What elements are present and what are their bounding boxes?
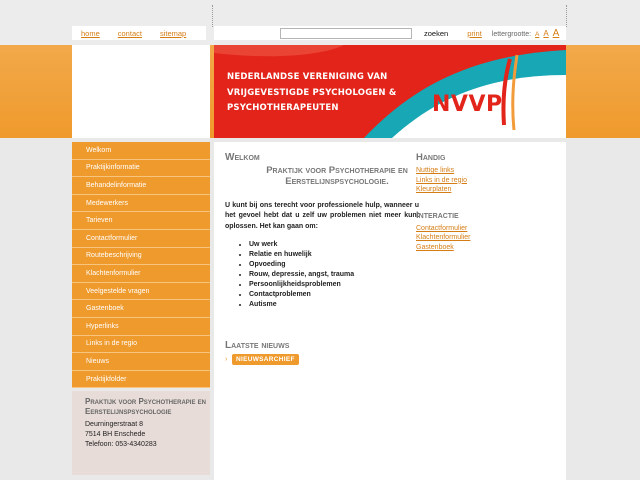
sidebar-item-medewerkers[interactable]: Medewerkers: [72, 195, 210, 213]
fontsize-small-link[interactable]: A: [535, 30, 540, 38]
list-item: • Opvoeding: [249, 260, 419, 270]
nav-contact-link[interactable]: contact: [117, 28, 142, 38]
search-input[interactable]: [280, 28, 412, 39]
list-item: • Autisme: [249, 300, 419, 310]
right-column: [416, 152, 556, 252]
sidebar-menu: [72, 142, 210, 388]
arrow-right-icon: ›: [225, 355, 228, 363]
kleurplaten-link[interactable]: Kleurplaten: [416, 186, 452, 193]
gastenboek-link[interactable]: Gastenboek: [416, 243, 454, 251]
links-in-de-regio-link[interactable]: Links in de regio: [416, 176, 467, 184]
page-subtitle: Praktijk voor Psychotherapie en Eerstelijnspsychologie.: [266, 165, 408, 187]
list-item: • Contactproblemen: [249, 290, 419, 300]
fontsize-large-link[interactable]: A: [552, 27, 560, 39]
search-bar: [214, 26, 566, 40]
nuttige-links-link[interactable]: Nuttige links: [416, 167, 455, 174]
divider: [212, 5, 213, 27]
nav-sitemap-link[interactable]: sitemap: [159, 28, 187, 38]
nvvp-logo: NVVP: [432, 92, 503, 117]
sidebar-item-praktijkfolder[interactable]: Praktijkfolder: [72, 371, 210, 389]
sidebar-item-behandelinformatie[interactable]: Behandelinformatie: [72, 177, 210, 195]
address-city: 7514 BH Enschede: [85, 431, 146, 438]
klachtenformulier-link[interactable]: Klachtenformulier: [416, 234, 471, 241]
sidebar-item-routebeschrijving[interactable]: Routebeschrijving: [72, 248, 210, 266]
main-column: [225, 152, 419, 365]
sidebar-item-klachtenformulier[interactable]: Klachtenformulier: [72, 265, 210, 283]
address-street: Deurningerstraat 8: [85, 421, 143, 428]
news-heading: Laatste nieuws: [225, 339, 290, 351]
news-archive-row: [225, 354, 419, 365]
page-title: Welkom: [225, 152, 260, 163]
logo-area: [72, 45, 210, 138]
print-link[interactable]: print: [467, 28, 482, 38]
fontsize-medium-link[interactable]: A: [543, 28, 549, 38]
contactformulier-link[interactable]: Contactformulier: [416, 224, 468, 232]
intro-text: U kunt bij ons terecht voor professionele hulp, wanneer u het gevoel hebt dat u zelf uw problemen niet meer kunt oplossen. Het kan gaan om:: [225, 202, 419, 230]
sidebar-item-veelgestelde-vragen[interactable]: Veelgestelde vragen: [72, 283, 210, 301]
address-block: [72, 391, 210, 475]
interactie-heading: Interactie: [416, 209, 459, 221]
list-item: • Persoonlijkheidsproblemen: [249, 280, 419, 290]
sidebar-item-contactformulier[interactable]: Contactformulier: [72, 230, 210, 248]
handig-heading: Handig: [416, 152, 446, 163]
address-phone: Telefoon: 053-4340283: [85, 441, 157, 448]
header-banner: [214, 45, 566, 138]
sidebar-item-praktijkinformatie[interactable]: Praktijkinformatie: [72, 160, 210, 178]
news-archive-button[interactable]: NIEUWSARCHIEF: [232, 354, 299, 365]
sidebar-item-welkom[interactable]: Welkom: [72, 142, 210, 160]
sidebar-item-links-in-de-regio[interactable]: Links in de regio: [72, 336, 210, 354]
fontsize-label: lettergrootte:: [491, 30, 532, 38]
topics-list: [225, 240, 419, 310]
sidebar-item-nieuws[interactable]: Nieuws: [72, 353, 210, 371]
sidebar-item-tarieven[interactable]: Tarieven: [72, 212, 210, 230]
fontsize-control: [492, 28, 560, 39]
sidebar-item-gastenboek[interactable]: Gastenboek: [72, 300, 210, 318]
list-item: • Uw werk: [249, 240, 419, 250]
nav-home-link[interactable]: home: [81, 28, 100, 38]
main-content: [214, 142, 566, 480]
divider: [566, 5, 567, 27]
search-button[interactable]: zoeken: [424, 28, 449, 38]
practice-name: Praktijk voor Psychotherapie en Eerstelijnspsychologie: [85, 397, 207, 416]
top-navigation: [72, 26, 206, 40]
banner-title: NEDERLANDSE VERENIGING VAN VRIJGEVESTIGDE PSYCHOLOGEN & PSYCHOTHERAPEUTEN: [227, 72, 397, 113]
list-item: • Relatie en huwelijk: [249, 250, 419, 260]
sidebar-item-hyperlinks[interactable]: Hyperlinks: [72, 318, 210, 336]
list-item: • Rouw, depressie, angst, trauma: [249, 270, 419, 280]
